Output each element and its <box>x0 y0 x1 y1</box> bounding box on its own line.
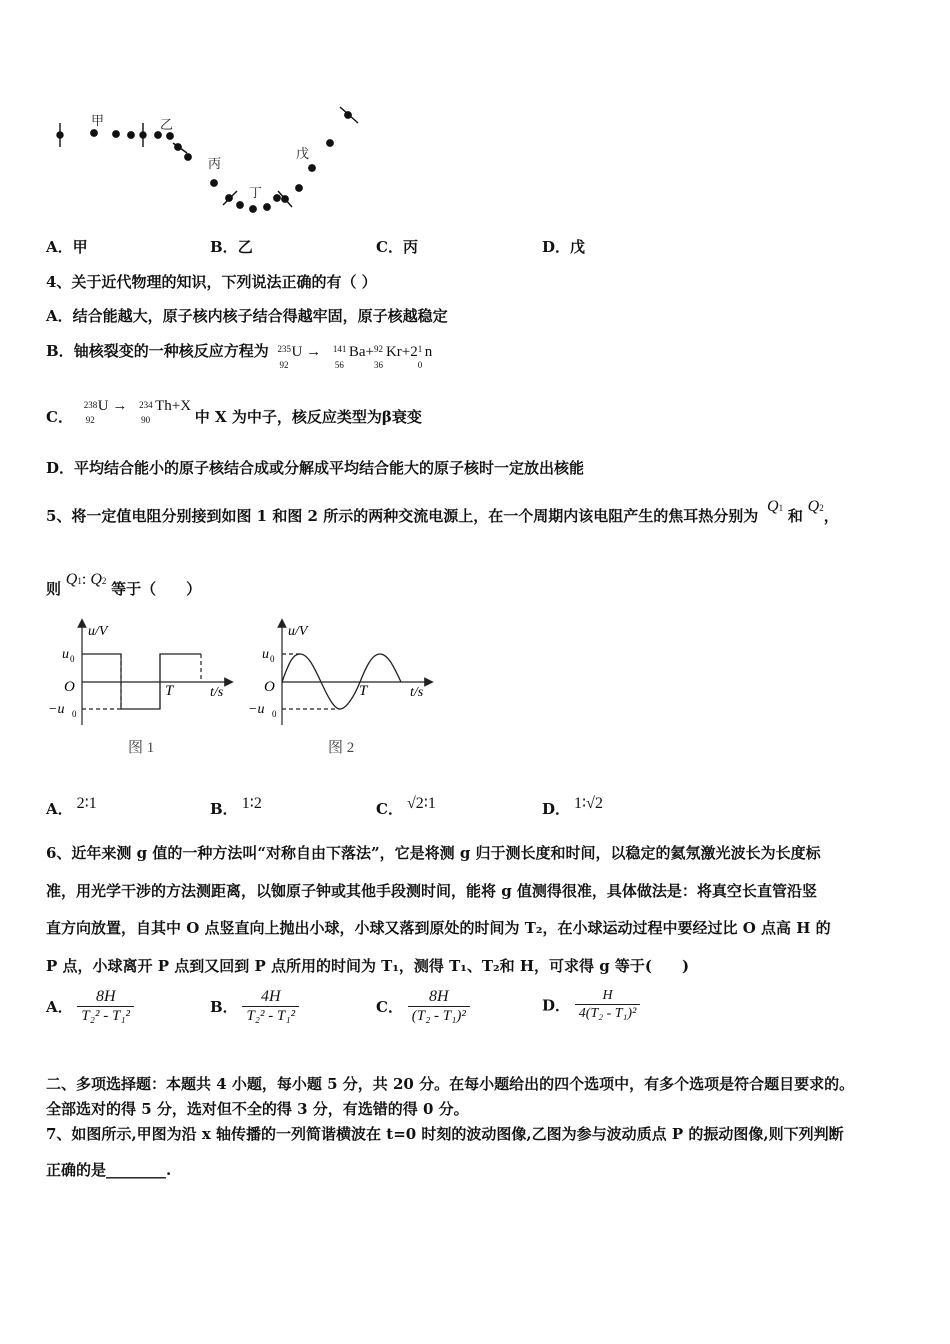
q6-option-d[interactable]: D． $\frac{H}{\text{4(T₂ - T₁)²}}$ <box>542 988 640 1022</box>
fig1-T: T <box>165 683 174 699</box>
q3-option-c[interactable]: C．丙 <box>376 238 418 256</box>
q4-option-d[interactable]: D．平均结合能小的原子核结合成或分解成平均结合能大的原子核时一定放出核能 <box>46 459 585 477</box>
label-yi: 乙 <box>160 117 174 132</box>
dot <box>91 130 97 136</box>
q6-option-a[interactable]: A． $\frac{8H}{\text{T₂² - T₁²}}$ <box>46 988 134 1025</box>
dot <box>274 195 280 201</box>
q5-figure-1 <box>44 615 244 760</box>
q7-line-1: 7、如图所示,甲图为沿 x 轴传播的一列简谐横波在 t=0 时刻的波动图像,乙图为参与波动质点 P 的振动图像,则下列判断 <box>46 1125 844 1143</box>
q4-stem: 4、关于近代物理的知识，下列说法正确的有（ ） <box>46 273 377 291</box>
dot <box>237 202 243 208</box>
q4-option-c[interactable]: C． 238 92 U → 234 90 Th+X 中 X 为中子，核反应类型为β衰变 <box>46 398 422 426</box>
q6-line-2: 准，用光学干涉的方法测距离，以铷原子钟或其他手段测时间，能将 g 值测得很准，具体做法是：将真空长直管沿竖 <box>46 882 817 900</box>
q5-stem: 5、将一定值电阻分别接到如图 1 和图 2 所示的两种交流电源上，在一个周期内该电阻产生的焦耳热分别为 Q1 和 Q2， <box>46 498 839 525</box>
label-ding: 丁 <box>249 185 263 200</box>
dot <box>57 132 63 138</box>
q6-option-c[interactable]: C． $\frac{8H}{\text{(T₂ - T₁)²}}$ <box>376 988 470 1025</box>
dot <box>282 196 288 202</box>
section2-line-2: 全部选对的得 5 分，选对但不全的得 3 分，有选错的得 0 分。 <box>46 1100 469 1118</box>
q5-option-d[interactable]: D． 1∶√2 <box>542 795 603 818</box>
q5-option-c[interactable]: C． √2∶1 <box>376 795 436 818</box>
dot <box>140 132 146 138</box>
fig1-neg-u0: −u <box>48 702 65 717</box>
dot <box>226 195 232 201</box>
q3-option-b[interactable]: B．乙 <box>210 238 253 256</box>
q6-line-4: P 点，小球离开 P 点到又回到 P 点所用的时间为 T₁，测得 T₁、T₂和 H，可求得 g 等于( ) <box>46 957 690 975</box>
section2-line-1: 二、多项选择题：本题共 4 小题，每小题 5 分，共 20 分。在每小题给出的四个选项中，有多个选项是符合题目要求的。 <box>46 1075 855 1093</box>
q4-option-b[interactable]: B．铀核裂变的一种核反应方程为 235 92 U → 141 56 Ba+ 92 36 Kr+2 1 0 n <box>46 342 433 370</box>
dot <box>250 206 256 212</box>
svg-text:0: 0 <box>270 654 275 664</box>
dot <box>296 185 302 191</box>
fig2-ylabel: u/V <box>288 624 308 639</box>
dot <box>327 140 333 146</box>
q5-figure-2 <box>244 615 444 760</box>
fig1-u0: u <box>62 647 69 662</box>
dot <box>167 133 173 139</box>
q3-option-d[interactable]: D．戊 <box>542 238 586 256</box>
label-bing: 丙 <box>208 156 222 171</box>
svg-text:0: 0 <box>72 709 77 719</box>
q6-line-3: 直方向放置，自其中 O 点竖直向上抛出小球，小球又落到原处的时间为 T₂，在小球运动过程中要经过比 O 点高 H 的 <box>46 919 831 937</box>
fig2-origin: O <box>264 679 275 695</box>
fission-equation: 235 92 U → 141 56 Ba+ 92 36 Kr+2 1 0 n <box>277 344 433 370</box>
q5-option-b[interactable]: B． 1∶2 <box>210 795 262 818</box>
q7-line-2: 正确的是________. <box>46 1161 172 1179</box>
label-wu: 戊 <box>296 146 310 161</box>
q3-option-a[interactable]: A．甲 <box>46 238 88 256</box>
q3-figure <box>40 95 380 225</box>
dot <box>211 180 217 186</box>
dot <box>309 165 315 171</box>
fig2-xlabel: t/s <box>410 685 424 700</box>
fig2-u0: u <box>262 647 269 662</box>
label-jia: 甲 <box>91 113 105 128</box>
fig2-caption: 图 2 <box>328 740 355 756</box>
decay-equation: 238 92 U → 234 90 Th+X <box>83 398 195 425</box>
svg-text:0: 0 <box>272 709 277 719</box>
dot <box>155 132 161 138</box>
fig2-T: T <box>359 683 368 699</box>
fig1-xlabel: t/s <box>210 685 224 700</box>
dot <box>113 131 119 137</box>
q5-ratio-line: 则 Q1: Q2 等于（ ） <box>46 571 202 598</box>
dot <box>264 204 270 210</box>
dot <box>185 154 191 160</box>
dot <box>128 132 134 138</box>
dot <box>345 112 351 118</box>
svg-text:0: 0 <box>70 654 75 664</box>
dot <box>175 144 181 150</box>
q6-option-b[interactable]: B． $\frac{4H}{\text{T₂² - T₁²}}$ <box>210 988 299 1025</box>
fig1-caption: 图 1 <box>128 740 155 756</box>
q6-line-1: 6、近年来测 g 值的一种方法叫“对称自由下落法”，它是将测 g 归于测长度和时间，以稳定的氦氖激光波长为长度标 <box>46 844 821 862</box>
q4-option-a[interactable]: A．结合能越大，原子核内核子结合得越牢固，原子核越稳定 <box>46 307 448 325</box>
fig1-origin: O <box>64 679 75 695</box>
fig2-neg-u0: −u <box>248 702 265 717</box>
fig1-ylabel: u/V <box>88 624 108 639</box>
q5-option-a[interactable]: A． 2∶1 <box>46 795 97 818</box>
